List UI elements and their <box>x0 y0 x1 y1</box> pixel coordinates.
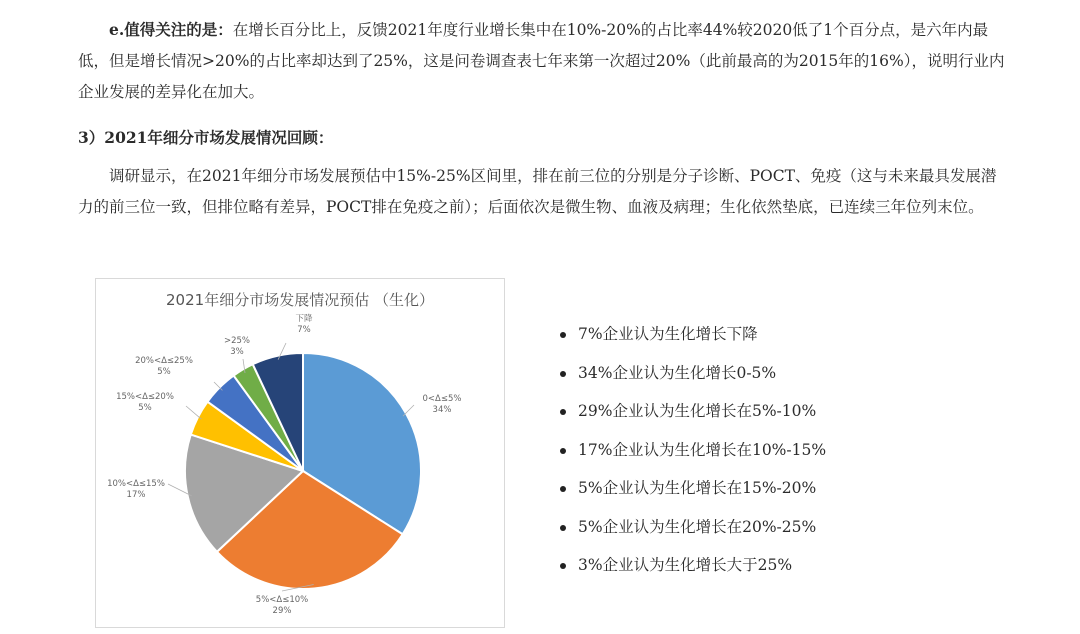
legend-list <box>560 315 826 585</box>
slice-value-label: 7% <box>297 325 311 335</box>
legend-item <box>560 431 826 470</box>
bullet-icon <box>560 409 566 415</box>
slice-label: 0<Δ≤5% <box>422 394 462 404</box>
bullet-icon <box>560 486 566 492</box>
pie-chart <box>95 278 505 628</box>
legend-item-text: 17%企业认为生化增长在10%-15% <box>578 440 827 459</box>
bullet-icon <box>560 525 566 531</box>
bullet-icon <box>560 371 566 377</box>
bullet-icon <box>560 563 566 569</box>
slice-value-label: 5% <box>157 367 171 377</box>
slice-label: 20%<Δ≤25% <box>135 356 193 366</box>
section-heading: 3）2021年细分市场发展情况回顾： <box>78 128 334 147</box>
legend-item-text: 34%企业认为生化增长0-5% <box>578 363 777 382</box>
slice-value-label: 34% <box>432 405 452 415</box>
legend-item-text: 29%企业认为生化增长在5%-10% <box>578 402 817 420</box>
chart-title: 2021年细分市场发展情况预估 （生化） <box>166 291 434 309</box>
slice-value-label: 5% <box>138 403 152 413</box>
leader-line <box>186 406 201 419</box>
slice-label: 5%<Δ≤10% <box>255 595 309 605</box>
slice-label: 10%<Δ≤15% <box>107 479 165 489</box>
intro-lead: e.值得关注的是： <box>109 20 233 39</box>
slice-value-label: 3% <box>230 347 244 357</box>
legend-item <box>560 392 826 431</box>
legend-item <box>560 546 826 585</box>
pie-chart-svg <box>96 279 504 627</box>
bullet-icon <box>560 332 566 338</box>
intro-body: 在增长百分比上，反馈2021年度行业增长集中在10%-20%的占比率44%较2020低了1个百分点，是六年内最低，但是增长情况>20%的占比率却达到了25%，这是问卷调查表七年来第一次超过20%（此前最高的为2015年的16%），说明行业内企业发展的差异化在加大。 <box>78 21 1005 101</box>
legend-item-text: 3%企业认为生化增长大于25% <box>578 556 793 574</box>
slice-label: 15%<Δ≤20% <box>116 392 174 402</box>
legend-item-text: 5%企业认为生化增长在15%-20% <box>578 479 817 497</box>
legend-item <box>560 469 826 508</box>
legend-item <box>560 315 826 354</box>
legend-item-text: 5%企业认为生化增长在20%-25% <box>578 517 817 536</box>
intro-paragraph <box>78 14 1008 108</box>
legend-item <box>560 508 826 547</box>
slice-value-label: 29% <box>272 606 292 616</box>
legend-item-text: 7%企业认为生化增长下降 <box>578 325 758 343</box>
slice-label: 下降 <box>295 314 313 324</box>
bullet-icon <box>560 448 566 454</box>
slice-label: >25% <box>223 336 251 346</box>
slice-value-label: 17% <box>126 490 146 500</box>
legend-item <box>560 354 826 393</box>
section-paragraph <box>78 161 1008 223</box>
section-body: 调研显示，在2021年细分市场发展预估中15%-25%区间里，排在前三位的分别是分子诊断、POCT、免疫（这与未来最具发展潜力的前三位一致，但排位略有差异，POCT排在免疫之前）；后面依次是微生物、血液及病理；生化依然垫底，已连续三年位列末位。 <box>78 167 997 216</box>
